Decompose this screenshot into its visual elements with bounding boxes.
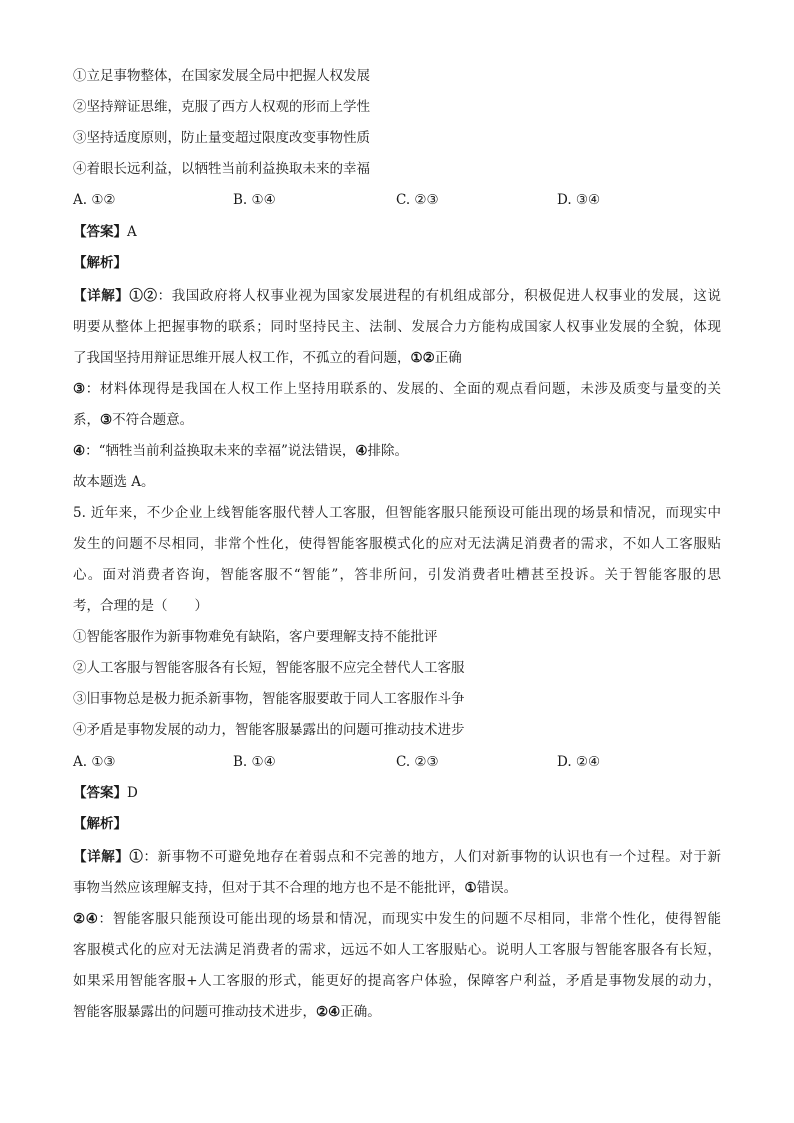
q4-detail-line-1 (73, 286, 721, 306)
detail-text: ：新事物不可避免地存在着弱点和不完善的地方，人们对新事物的认识也有一个过程。对于新 (143, 849, 722, 865)
detail-tail: 排除。 (367, 443, 409, 459)
q5-detail-line-5 (73, 971, 721, 991)
detail-text: 如果采用智能客服+人工客服的形式，能更好的提高客户体验，保障客户利益，矛盾是事物发展的动力， (73, 973, 721, 989)
q5-stem-line-3: 心。面对消费者咨询，智能客服不“智能”，答非所问，引发消费者吐槽甚至投诉。关于智能客服的思 (73, 567, 721, 583)
q5-item-4: ④矛盾是事物发展的动力，智能客服暴露出的问题可推动技术进步 (73, 722, 465, 738)
detail-text: ：材料体现得是我国在人权工作上坚持用联系的、发展的、全面的观点看问题，未涉及质变与量变的关 (85, 381, 721, 397)
q4-conclusion: 故本题选 A。 (73, 474, 155, 490)
detail-text: 明要从整体上把握事物的联系；同时坚持民主、法制、发展合力方能构成国家人权事业发展的全貌，体现 (73, 319, 721, 335)
q4-analysis-tag: 【解析】 (73, 255, 127, 271)
q4-detail-line-4 (73, 379, 721, 399)
q5-answer (73, 783, 138, 803)
q5-option-c: C. ②③ (396, 754, 439, 770)
q5-item-1: ①智能客服作为新事物难免有缺陷，客户要理解支持不能批评 (73, 629, 438, 645)
detail-tail-bold: ②④ (316, 1004, 341, 1020)
q5-analysis-tag: 【解析】 (73, 816, 127, 832)
q5-detail-line-3 (73, 909, 721, 929)
detail-tail-bold: ④ (355, 443, 368, 459)
q4-option-d: D. ③④ (557, 192, 601, 208)
detail-text: 事物当然应该理解支持，但对于其不合理的地方也不是不能批评， (73, 880, 465, 896)
detail-text: 了我国坚持用辩证思维开展人权工作，不孤立的看问题， (73, 350, 411, 366)
q5-option-d: D. ②④ (557, 754, 601, 770)
q4-detail-line-6 (73, 441, 408, 461)
detail-tag: 【详解】 (73, 849, 130, 865)
answer-value: D (127, 785, 138, 801)
q4-answer (73, 222, 137, 242)
detail-tail: 错误。 (476, 880, 518, 896)
q4-detail-line-2 (73, 317, 721, 337)
q5-detail-line-1 (73, 847, 721, 867)
answer-value: A (127, 224, 137, 240)
q5-option-a: A. ①③ (73, 754, 116, 770)
answer-tag: 【答案】 (73, 785, 127, 801)
q5-detail-line-4 (73, 940, 721, 960)
detail-tag: 【详解】 (73, 288, 130, 304)
detail-text: ：“牺牲当前利益换取未来的幸福”说法错误， (85, 443, 356, 459)
detail-tail: 正确。 (340, 1004, 381, 1020)
detail-text: 客服模式化的应对无法满足消费者的需求，远远不如人工客服贴心。说明人工客服与智能客服各有长短， (73, 942, 721, 958)
q4-detail-line-5 (73, 410, 193, 430)
detail-lead: ① (129, 849, 144, 865)
detail-text: 智能客服暴露出的问题可推动技术进步， (73, 1004, 316, 1020)
detail-lead: ①② (129, 288, 158, 304)
q4-detail-line-3 (73, 348, 462, 368)
detail-tail: 正确 (434, 350, 462, 366)
detail-tail-bold: ① (464, 880, 477, 896)
detail-text: 系， (73, 412, 100, 428)
detail-text: ：我国政府将人权事业视为国家发展进程的有机组成部分，积极促进人权事业的发展，这说 (157, 288, 722, 304)
q4-option-b: B. ①④ (233, 192, 276, 208)
q4-item-3: ③坚持适度原则，防止量变超过限度改变事物性质 (73, 130, 370, 146)
q5-detail-line-2 (73, 878, 517, 898)
q4-option-a: A. ①② (73, 192, 116, 208)
answer-tag: 【答案】 (73, 224, 127, 240)
q5-stem-line-4: 考，合理的是（ ） (73, 598, 208, 614)
detail-lead: ②④ (73, 911, 99, 927)
detail-tail-bold: ①② (410, 350, 435, 366)
detail-lead: ④ (73, 443, 86, 459)
detail-tail-bold: ③ (100, 412, 113, 428)
q5-stem-line-2: 发生的问题不尽相同，非常个性化，使得智能客服模式化的应对无法满足消费者的需求，不如人工客服贴 (73, 536, 721, 552)
q5-stem-line-1: 5. 近年来，不少企业上线智能客服代替人工客服，但智能客服只能预设可能出现的场景和情况，而现实中 (73, 505, 721, 521)
detail-lead: ③ (73, 381, 86, 397)
detail-tail: 不符合题意。 (112, 412, 194, 428)
q5-item-3: ③旧事物总是极力扼杀新事物，智能客服要敢于同人工客服作斗争 (73, 691, 465, 707)
q4-item-4: ④着眼长远利益，以牺牲当前利益换取未来的幸福 (73, 161, 370, 177)
q4-item-1: ①立足事物整体，在国家发展全局中把握人权发展 (73, 68, 370, 84)
q4-item-2: ②坚持辩证思维，克服了西方人权观的形而上学性 (73, 99, 370, 115)
detail-text: ：智能客服只能预设可能出现的场景和情况，而现实中发生的问题不尽相同，非常个性化，使得智能 (98, 911, 721, 927)
q5-item-2: ②人工客服与智能客服各有长短，智能客服不应完全替代人工客服 (73, 660, 465, 676)
q5-detail-line-6 (73, 1002, 381, 1022)
q5-option-b: B. ①④ (233, 754, 276, 770)
q4-option-c: C. ②③ (396, 192, 439, 208)
